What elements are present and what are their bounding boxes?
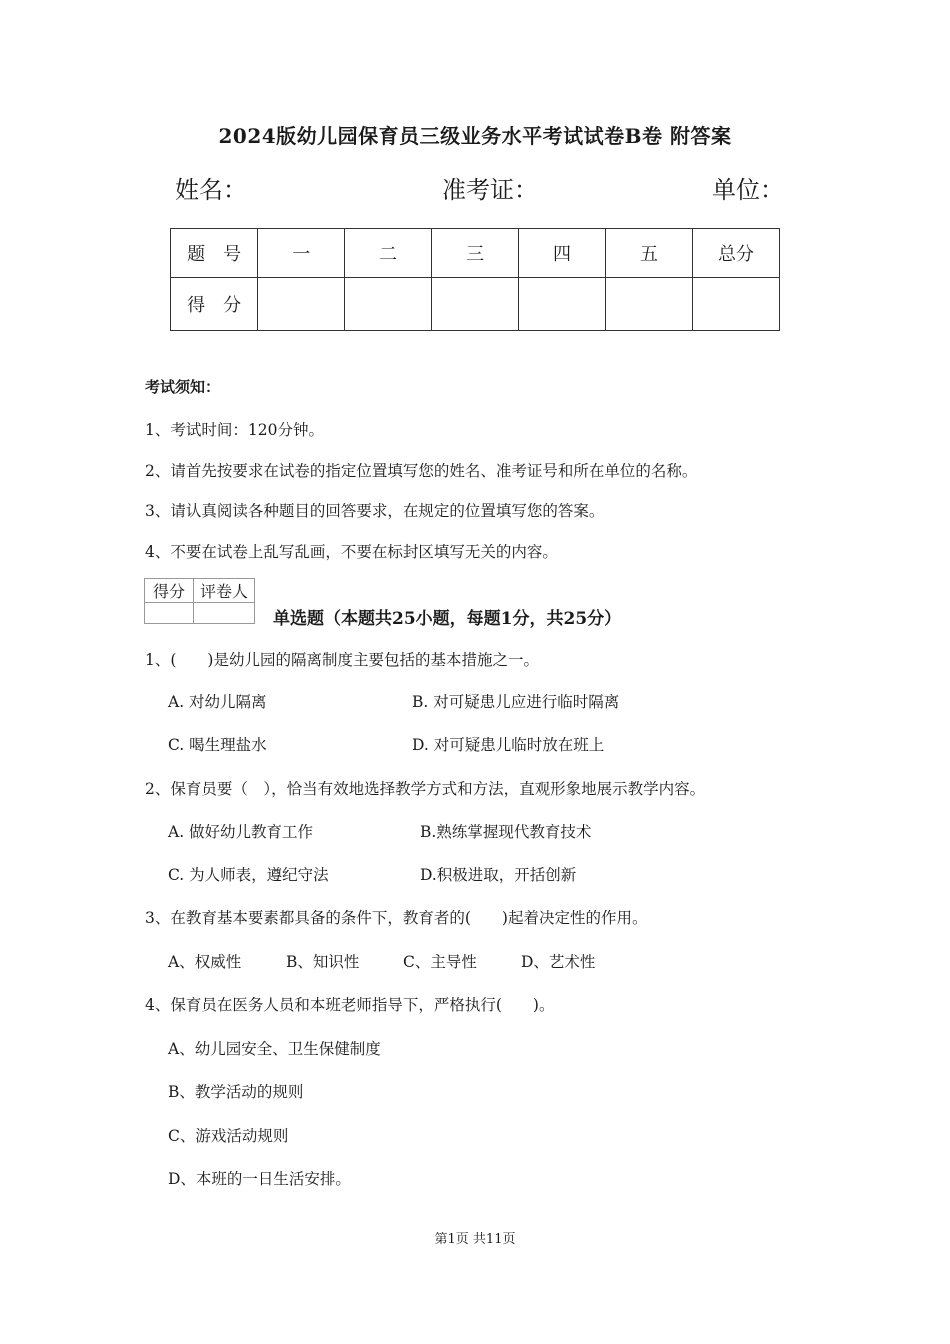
unit-field-label: 单位： xyxy=(712,176,784,204)
question-option: B、教学活动的规则 xyxy=(168,1083,304,1101)
page-footer: 第1页 共11页 xyxy=(434,1232,516,1247)
question-option: C、主导性 xyxy=(403,953,477,971)
column-2: 二 xyxy=(345,229,432,278)
column-1: 一 xyxy=(258,229,345,278)
question-option: D. 对可疑患儿临时放在班上 xyxy=(412,736,605,754)
question-option: D、本班的一日生活安排。 xyxy=(168,1170,351,1188)
column-4: 四 xyxy=(519,229,606,278)
column-5: 五 xyxy=(606,229,693,278)
section-title: 单选题（本题共25小题，每题1分，共25分） xyxy=(273,609,622,629)
score-table xyxy=(170,228,780,331)
question-option: A. 做好幼儿教育工作 xyxy=(168,823,314,841)
column-total: 总分 xyxy=(692,229,779,278)
column-3: 三 xyxy=(432,229,519,278)
question-option: B. 对可疑患儿应进行临时隔离 xyxy=(412,693,620,711)
question-option: B、知识性 xyxy=(286,953,360,971)
score-table-header-row xyxy=(171,229,780,278)
question-option: A、权威性 xyxy=(168,953,242,971)
question-option: A. 对幼儿隔离 xyxy=(168,693,267,711)
question-number-label: 题 号 xyxy=(171,229,258,278)
exam-title: 2024版幼儿园保育员三级业务水平考试试卷B卷 附答案 xyxy=(218,124,732,148)
score-cell xyxy=(432,278,519,331)
grader-score-cell xyxy=(145,603,194,624)
grader-table xyxy=(144,578,255,624)
question-stem: 4、保育员在医务人员和本班老师指导下，严格执行( )。 xyxy=(145,996,555,1014)
name-field-label: 姓名： xyxy=(175,176,247,204)
question-option: B.熟练掌握现代教育技术 xyxy=(420,823,592,841)
question-stem: 1、( )是幼儿园的隔离制度主要包括的基本措施之一。 xyxy=(145,651,539,669)
grader-score-label: 得分 xyxy=(145,579,194,603)
notice-heading: 考试须知： xyxy=(145,378,221,396)
score-cell xyxy=(692,278,779,331)
score-cell xyxy=(606,278,693,331)
question-option: A、幼儿园安全、卫生保健制度 xyxy=(168,1040,381,1058)
score-label: 得 分 xyxy=(171,278,258,331)
question-option: C、游戏活动规则 xyxy=(168,1127,289,1145)
score-cell xyxy=(519,278,606,331)
question-stem: 2、保育员要（ ），恰当有效地选择教学方式和方法，直观形象地展示教学内容。 xyxy=(145,780,706,798)
question-stem: 3、在教育基本要素都具备的条件下，教育者的( )起着决定性的作用。 xyxy=(145,909,648,927)
score-cell xyxy=(345,278,432,331)
score-table-score-row xyxy=(171,278,780,331)
grader-label: 评卷人 xyxy=(194,579,255,603)
exam-id-field-label: 准考证： xyxy=(442,176,538,204)
notice-item: 3、请认真阅读各种题目的回答要求，在规定的位置填写您的答案。 xyxy=(145,502,605,520)
grader-cell xyxy=(194,603,255,624)
notice-item: 2、请首先按要求在试卷的指定位置填写您的姓名、准考证号和所在单位的名称。 xyxy=(145,462,698,480)
question-option: C. 为人师表，遵纪守法 xyxy=(168,866,329,884)
question-option: D、艺术性 xyxy=(521,953,596,971)
question-option: C. 喝生理盐水 xyxy=(168,736,267,754)
question-option: D.积极进取，开括创新 xyxy=(420,866,577,884)
notice-item: 4、不要在试卷上乱写乱画，不要在标封区填写无关的内容。 xyxy=(145,543,558,561)
candidate-fields xyxy=(0,170,950,204)
notice-item: 1、考试时间：120分钟。 xyxy=(145,421,324,439)
score-cell xyxy=(258,278,345,331)
